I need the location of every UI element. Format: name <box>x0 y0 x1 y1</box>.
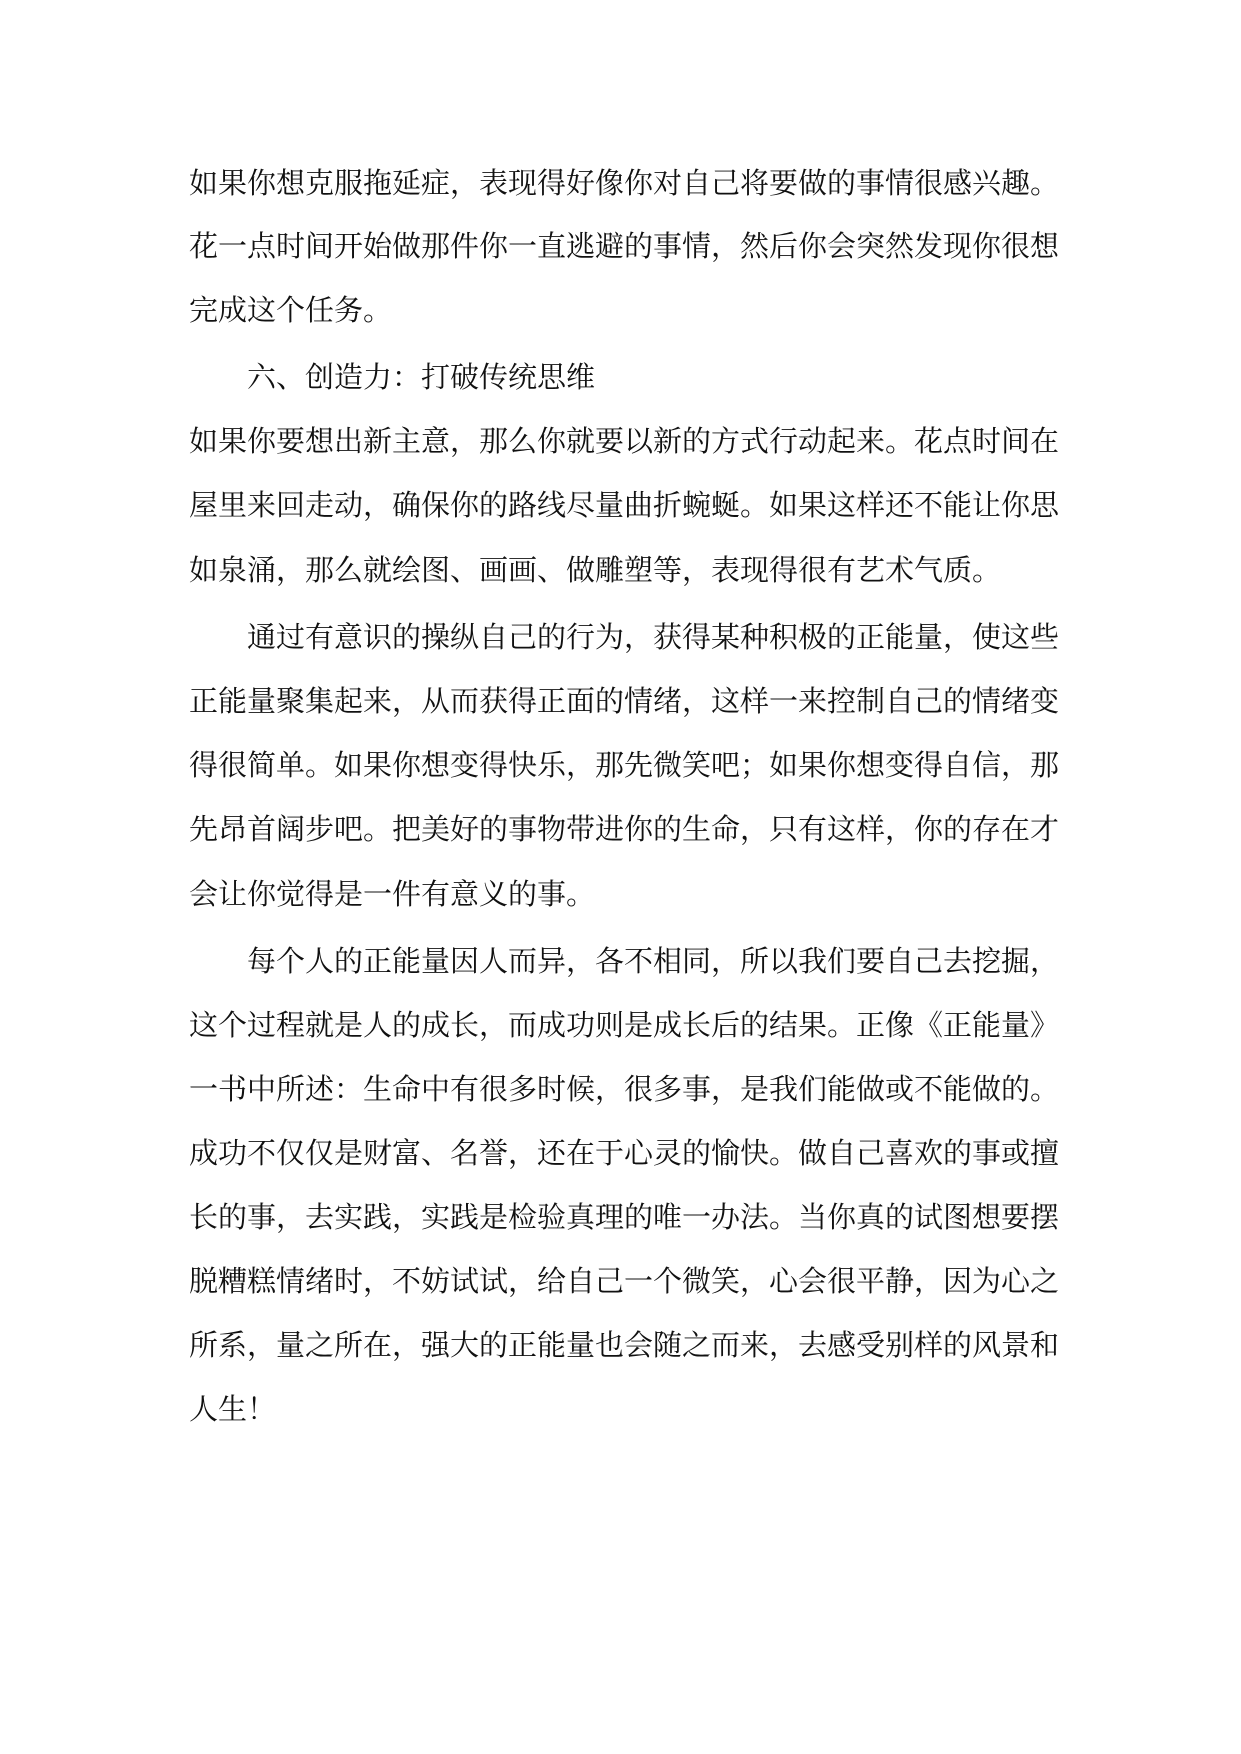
text-line: 屋里来回走动，确保你的路线尽量曲折蜿蜒。如果这样还不能让你思 <box>189 488 1060 522</box>
text-line: 脱糟糕情绪时，不妨试试，给自己一个微笑，心会很平静，因为心之 <box>189 1264 1060 1298</box>
text-line: 人生！ <box>189 1392 277 1426</box>
text-line: 花一点时间开始做那件你一直逃避的事情，然后你会突然发现你很想 <box>189 229 1060 263</box>
text-line: 完成这个任务。 <box>189 293 393 327</box>
text-line: 正能量聚集起来，从而获得正面的情绪，这样一来控制自己的情绪变 <box>189 684 1060 718</box>
text-line: 通过有意识的操纵自己的行为，获得某种积极的正能量，使这些 <box>247 620 1060 654</box>
text-line: 一书中所述：生命中有很多时候，很多事，是我们能做或不能做的。 <box>189 1072 1060 1106</box>
text-line: 先昂首阔步吧。把美好的事物带进你的生命，只有这样，你的存在才 <box>189 812 1060 846</box>
text-line: 成功不仅仅是财富、名誉，还在于心灵的愉快。做自己喜欢的事或擅 <box>189 1136 1060 1170</box>
text-line: 得很简单。如果你想变得快乐，那先微笑吧；如果你想变得自信，那 <box>189 748 1060 782</box>
text-line: 这个过程就是人的成长，而成功则是成长后的结果。正像《正能量》 <box>189 1008 1060 1042</box>
text-line: 每个人的正能量因人而异，各不相同，所以我们要自己去挖掘， <box>247 944 1060 978</box>
text-line: 如果你要想出新主意，那么你就要以新的方式行动起来。花点时间在 <box>189 424 1060 458</box>
text-line: 如泉涌，那么就绘图、画画、做雕塑等，表现得很有艺术气质。 <box>189 553 1002 587</box>
text-line: 所系，量之所在，强大的正能量也会随之而来，去感受别样的风景和 <box>189 1328 1060 1362</box>
text-line: 长的事，去实践，实践是检验真理的唯一办法。当你真的试图想要摆 <box>189 1200 1060 1234</box>
text-line: 如果你想克服拖延症，表现得好像你对自己将要做的事情很感兴趣。 <box>189 166 1060 200</box>
section-heading: 六、创造力：打破传统思维 <box>247 360 596 394</box>
text-line: 会让你觉得是一件有意义的事。 <box>189 877 596 911</box>
